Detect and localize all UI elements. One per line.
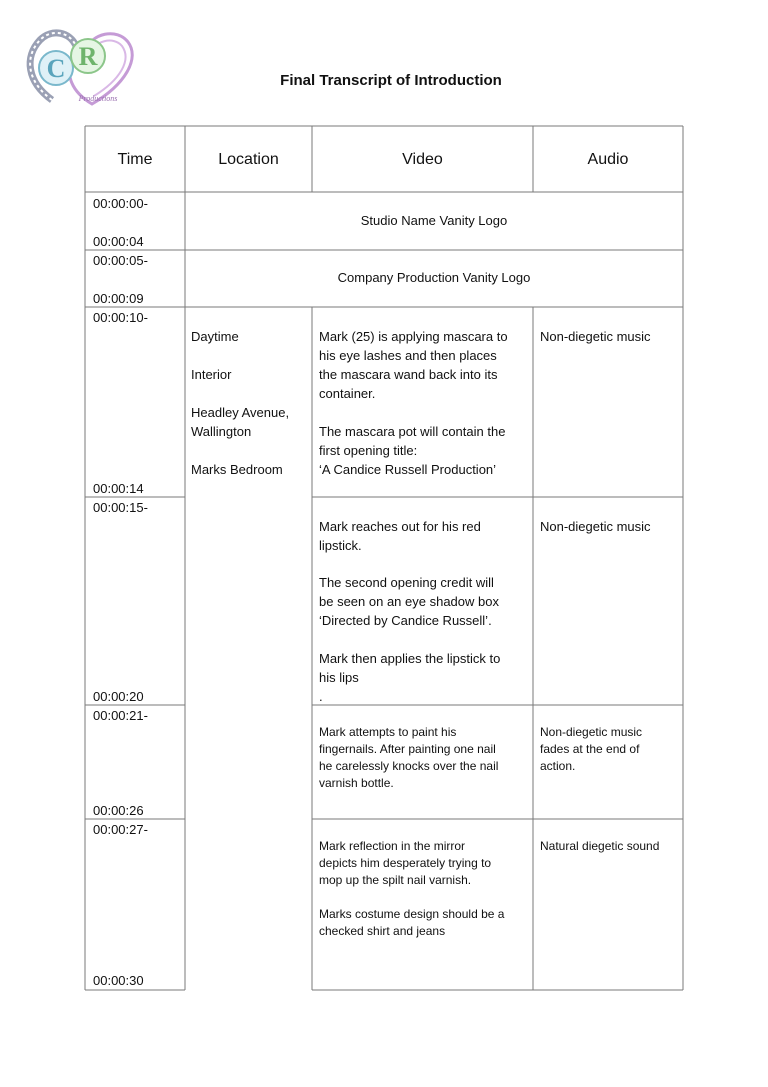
row-6-time-end: 00:00:30 <box>93 973 144 988</box>
row-4-time-end: 00:00:20 <box>93 689 144 704</box>
header-audio: Audio <box>587 151 629 168</box>
document-title: Final Transcript of Introduction <box>280 72 502 89</box>
header-video: Video <box>402 151 443 168</box>
row-5-time-start: 00:00:21- <box>93 708 148 723</box>
location-daytime: Daytime <box>191 329 239 344</box>
row-3-video-p2: The mascara pot will contain the first opening title: ‘A Candice Russell Production’ <box>319 424 506 477</box>
row-4-video-p1: Mark reaches out for his red lipstick. <box>319 519 481 553</box>
row-3-audio: Non-diegetic music <box>540 329 651 344</box>
row-1-time-end: 00:00:04 <box>93 234 144 249</box>
row-4-video-p3: Mark then applies the lipstick to his lips . <box>319 651 501 704</box>
row-3-video-p1: Mark (25) is applying mascara to his eye lashes and then places the mascara wand back into its container. <box>319 329 508 401</box>
row-6-time-start: 00:00:27- <box>93 822 148 837</box>
header-location: Location <box>218 151 279 168</box>
location-interior: Interior <box>191 367 232 382</box>
row-5-audio: Non-diegetic music fades at the end of action. <box>540 725 643 773</box>
row-5-time-end: 00:00:26 <box>93 803 144 818</box>
row-1-merged-text: Studio Name Vanity Logo <box>360 213 508 228</box>
row-2-time-start: 00:00:05- <box>93 253 148 268</box>
row-1-time-start: 00:00:00- <box>93 196 148 211</box>
row-4-video-p2: The second opening credit will be seen on an eye shadow box ‘Directed by Candice Russell’. <box>319 575 499 628</box>
row-2-time-end: 00:00:09 <box>93 291 144 306</box>
row-3-time-start: 00:00:10- <box>93 310 148 325</box>
row-4-audio: Non-diegetic music <box>540 519 651 534</box>
logo-caption: Productions <box>78 94 118 103</box>
row-5-video-p1: Mark attempts to paint his fingernails. After painting one nail he carelessly knocks over the nail varnish bottle. <box>319 725 499 790</box>
header-time: Time <box>117 151 153 168</box>
row-6-video-p1: Mark reflection in the mirror depicts him desperately trying to mop up the spilt nail varnish. <box>319 839 492 887</box>
location-address: Headley Avenue, Wallington <box>191 405 290 439</box>
row-6-audio: Natural diegetic sound <box>540 839 660 853</box>
row-2-merged-text: Company Production Vanity Logo <box>337 270 531 285</box>
row-3-time-end: 00:00:14 <box>93 481 144 496</box>
location-room: Marks Bedroom <box>191 462 283 477</box>
row-4-time-start: 00:00:15- <box>93 500 148 515</box>
logo-letter-c: C <box>46 54 66 83</box>
logo-letter-r: R <box>78 42 98 71</box>
company-logo <box>22 22 142 110</box>
row-6-video-p2: Marks costume design should be a checked shirt and jeans <box>319 907 505 938</box>
